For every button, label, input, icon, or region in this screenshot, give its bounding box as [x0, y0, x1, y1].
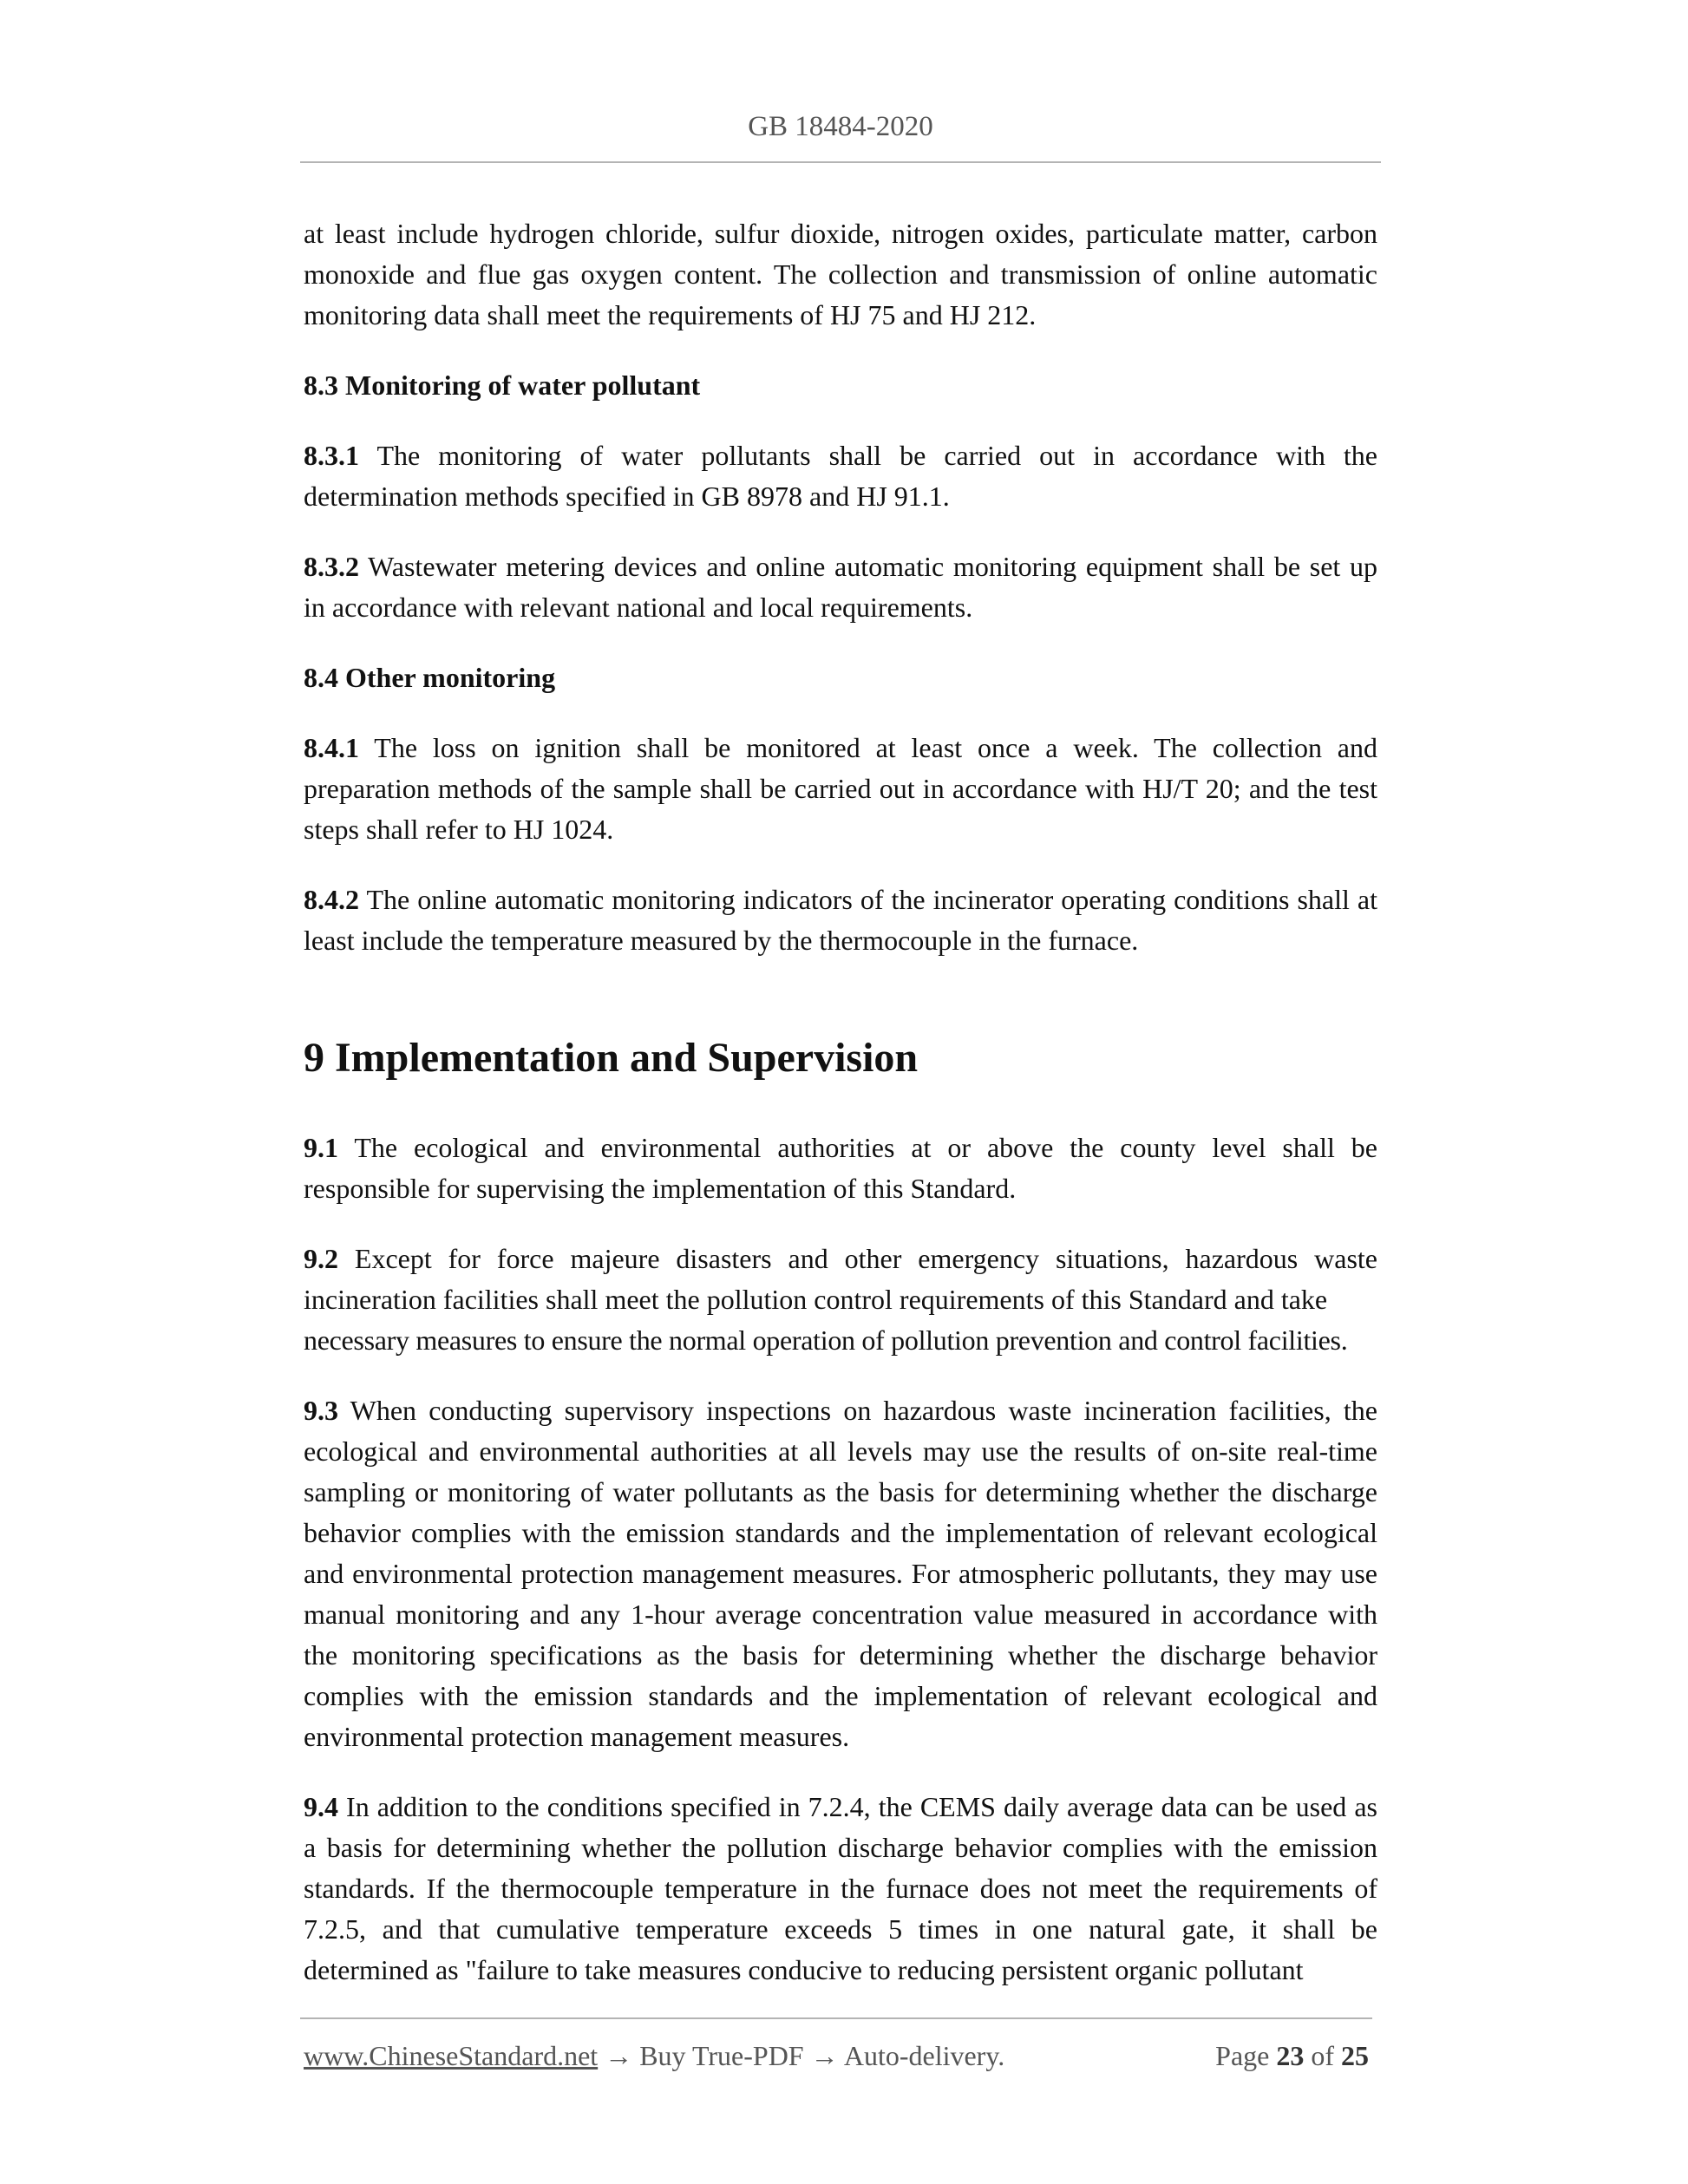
website-link[interactable]: www.ChineseStandard.net	[304, 2040, 599, 2071]
clause-text: The loss on ignition shall be monitored at least once a week. The collection and preparation methods of the sample shall be carried out in accordance with HJ/T 20; and the test steps shall refer to HJ 1024.	[304, 732, 1377, 845]
clause-number: 8.4.1	[304, 732, 359, 763]
clause-8-4-1	[304, 728, 1377, 850]
footer-promo	[304, 2037, 1004, 2075]
clause-text: The online automatic monitoring indicators of the incinerator operating conditions shall at least include the temperature measured by the thermocouple in the furnace.	[304, 884, 1377, 956]
clause-text: The monitoring of water pollutants shall be carried out in accordance with the determination methods specified in GB 8978 and HJ 91.1.	[304, 440, 1377, 512]
clause-number: 9.1	[304, 1132, 338, 1163]
clause-number: 8.3.1	[304, 440, 359, 471]
page-indicator	[1215, 2037, 1369, 2075]
clause-9-4	[304, 1787, 1377, 1991]
clause-number: 8.4.2	[304, 884, 359, 915]
header-divider	[300, 161, 1381, 163]
section-8-4-heading: 8.4 Other monitoring	[304, 662, 556, 693]
document-code-header: GB 18484-2020	[748, 111, 933, 142]
clause-9-1	[304, 1128, 1377, 1209]
page-of-label: of	[1304, 2040, 1341, 2071]
clause-number: 9.4	[304, 1791, 338, 1822]
footer-divider	[300, 2017, 1372, 2019]
clause-8-4-2	[304, 879, 1377, 961]
clause-9-2	[304, 1239, 1377, 1361]
clause-8-3-2	[304, 546, 1377, 628]
clause-number: 9.3	[304, 1395, 338, 1426]
clause-text: Wastewater metering devices and online automatic monitoring equipment shall be set up in accordance with relevant national and local requirements.	[304, 551, 1377, 623]
page-label: Page	[1215, 2040, 1277, 2071]
page-content	[304, 213, 1377, 1991]
clause-number: 9.2	[304, 1243, 338, 1274]
clause-8-3-1	[304, 435, 1377, 517]
clause-text: The ecological and environmental authorities at or above the county level shall be responsible for supervising the implementation of this Standard.	[304, 1132, 1377, 1204]
chapter-9-heading: 9 Implementation and Supervision	[304, 1035, 919, 1081]
clause-text: In addition to the conditions specified in 7.2.4, the CEMS daily average data can be used as a basis for determining whether the pollution discharge behavior complies with the emission standards. If the thermocouple temperature in the furnace does not meet the requirements of 7.2.5, and that cumulative temperature exceeds 5 times in one natural gate, it shall be determined as "failure to take measures conducive to reducing persistent organic pollutant	[304, 1791, 1377, 1985]
clause-9-3	[304, 1390, 1377, 1757]
clause-number: 8.3.2	[304, 551, 359, 582]
clause-text: Except for force majeure disasters and other emergency situations, hazardous waste incineration facilities shall meet the pollution control requirements of this Standard and take	[304, 1243, 1377, 1315]
clause-9-2-opening	[304, 1239, 1377, 1320]
section-8-3-heading: 8.3 Monitoring of water pollutant	[304, 369, 701, 401]
clause-9-2-closing-line: necessary measures to ensure the normal operation of pollution prevention and control facilities.	[304, 1324, 1348, 1356]
current-page-number: 23	[1276, 2040, 1305, 2071]
footer-promo-text: → Buy True-PDF → Auto-delivery.	[598, 2040, 1005, 2071]
paragraph-continuation: at least include hydrogen chloride, sulfur dioxide, nitrogen oxides, particulate matter, carbon monoxide and flue gas oxygen content. The collection and transmission of online automatic monitoring data shall meet the requirements of HJ 75 and HJ 212.	[304, 218, 1377, 330]
total-pages-number: 25	[1341, 2040, 1369, 2071]
clause-text: When conducting supervisory inspections on hazardous waste incineration facilities, the ecological and environmental authorities at all levels may use the results of on-site real-time sampling or monitoring of water pollutants as the basis for determining whether the discharge behavior complies with the emission standards and the implementation of relevant ecological and environmental protection management measures. For atmospheric pollutants, they may use manual monitoring and any 1-hour average concentration value measured in accordance with the monitoring specifications as the basis for determining whether the discharge behavior complies with the emission standards and the implementation of relevant ecological and environmental protection management measures.	[304, 1395, 1377, 1752]
